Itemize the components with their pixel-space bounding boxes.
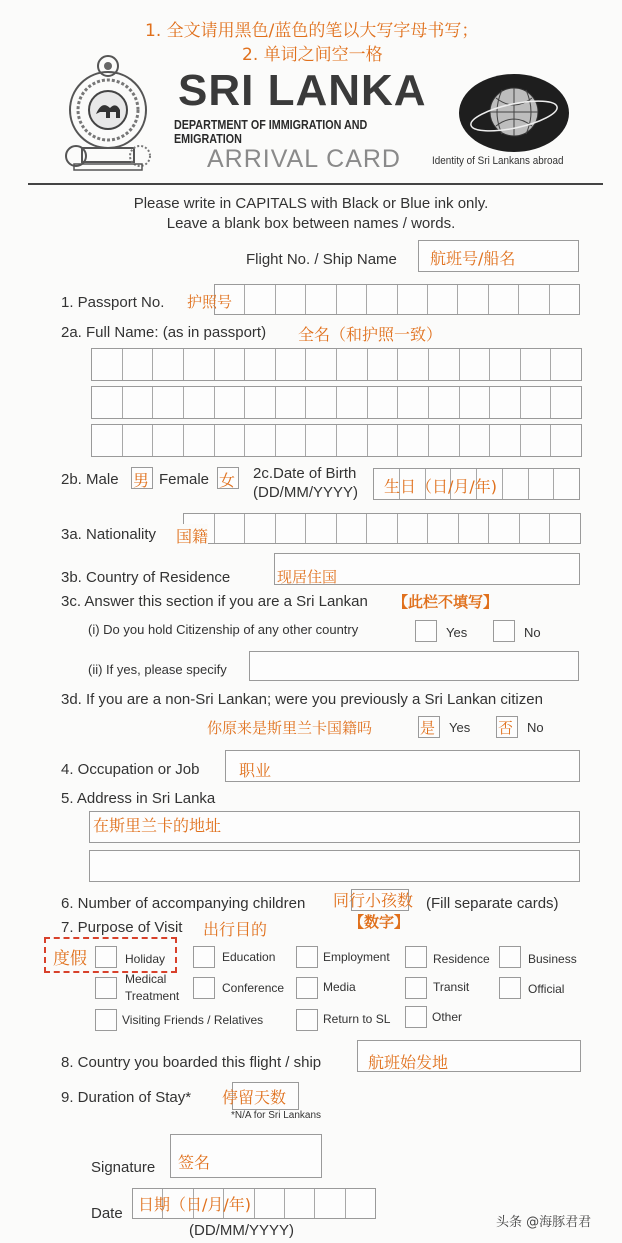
media-checkbox[interactable] [296,977,318,999]
logo-caption: Identity of Sri Lankans abroad [432,155,564,167]
residence-checkbox[interactable] [405,946,427,968]
other-citizenship-question: (i) Do you hold Citizenship of any other country [88,622,359,637]
sri-lankan-section-label: 3c. Answer this section if you are a Sri Lankan [61,593,368,610]
employment-label: Employment [323,950,390,964]
transit-checkbox[interactable] [405,977,427,999]
signature-note: 签名 [178,1153,211,1172]
occupation-label: 4. Occupation or Job [61,761,200,778]
dob-format: (DD/MM/YYYY) [253,484,358,501]
business-label: Business [528,952,577,966]
gender-label: 2b. Male [61,471,119,488]
education-checkbox[interactable] [193,946,215,968]
holiday-note: 度假 [53,949,87,969]
previous-citizen-note: 你原来是斯里兰卡国籍吗 [207,719,373,737]
other-citizenship-yes-label: Yes [446,625,468,640]
nationality-note: 国籍 [176,524,208,547]
yes-note: 是 [420,719,436,737]
flight-label: Flight No. / Ship Name [246,251,397,268]
date-format: (DD/MM/YYYY) [189,1222,294,1239]
flight-note: 航班号/船名 [430,249,516,268]
nationality-input[interactable] [183,513,581,544]
occupation-input[interactable] [225,750,580,782]
instruction-line-1: Please write in CAPITALS with Black or Blue ink only. [133,195,489,212]
other-label: Other [432,1010,463,1024]
full-name-row-1[interactable] [91,348,582,381]
business-checkbox[interactable] [499,946,521,968]
employment-checkbox[interactable] [296,946,318,968]
dob-note: 生日（日/月/年) [384,477,498,496]
boarded-label: 8. Country you boarded this flight / ship [61,1054,322,1071]
transit-label: Transit [433,980,470,994]
instruction-line-2: Leave a blank box between names / words. [166,215,456,232]
passport-label: 1. Passport No. [61,294,165,311]
visiting-friends-label: Visiting Friends / Relatives [122,1013,264,1027]
children-note-2: 【数字】 [349,913,410,931]
children-label: 6. Number of accompanying children [61,895,306,912]
medical-label: Medical [125,972,167,986]
address-note: 在斯里兰卡的地址 [93,816,222,835]
passport-note: 护照号 [187,293,233,311]
department-name: DEPARTMENT OF IMMIGRATION AND EMIGRATION [174,118,368,146]
full-name-row-2[interactable] [91,386,582,419]
no-note: 否 [498,719,514,737]
other-citizenship-yes-checkbox[interactable] [415,620,437,642]
residence-label: 3b. Country of Residence [61,569,231,586]
full-name-label: 2a. Full Name: (as in passport) [61,324,267,341]
previous-citizen-no-label: No [527,720,544,735]
residence-note: 现居住国 [277,568,338,586]
duration-footnote: *N/A for Sri Lankans [231,1110,322,1121]
conference-checkbox[interactable] [193,977,215,999]
return-to-sl-checkbox[interactable] [296,1009,318,1031]
other-checkbox[interactable] [405,1006,427,1028]
duration-label: 9. Duration of Stay* [61,1089,192,1106]
residence-purpose-label: Residence [433,952,490,966]
header-divider [28,183,603,185]
previous-citizen-label: 3d. If you are a non-Sri Lankan; were you previously a Sri Lankan citizen [61,691,543,708]
nationality-label: 3a. Nationality [61,526,157,543]
children-note: 同行小孩数 [333,891,414,910]
address-label: 5. Address in Sri Lanka [61,790,216,807]
male-note: 男 [133,471,150,490]
specify-citizenship-input[interactable] [249,651,579,681]
visiting-friends-checkbox[interactable] [95,1009,117,1031]
country-title: SRI LANKA [178,66,427,115]
immigration-globe-logo-icon [452,72,576,154]
female-label: Female [159,471,210,488]
official-label: Official [528,982,565,996]
address-line-2-input[interactable] [89,850,580,882]
previous-citizen-yes-label: Yes [449,720,471,735]
children-suffix: (Fill separate cards) [426,895,559,912]
official-checkbox[interactable] [499,977,521,999]
return-to-sl-label: Return to SL [323,1012,391,1026]
purpose-label: 7. Purpose of Visit [61,919,183,936]
medical-treatment-checkbox[interactable] [95,977,117,999]
other-citizenship-no-checkbox[interactable] [493,620,515,642]
date-note: 日期（日/月/年) [138,1195,252,1214]
other-citizenship-no-label: No [524,625,541,640]
education-label: Education [222,950,276,964]
media-label: Media [323,980,356,994]
passport-number-input[interactable] [214,284,580,315]
boarded-note: 航班始发地 [368,1053,449,1072]
annotation-instruction-1: 1. 全文请用黑色/蓝色的笔以大写字母书写； [145,21,479,41]
full-name-note: 全名（和护照一致） [298,325,443,344]
holiday-label: Holiday [125,952,166,966]
dob-label: 2c.Date of Birth [253,465,357,482]
sri-lanka-emblem-icon [62,52,154,172]
specify-citizenship-label: (ii) If yes, please specify [88,662,227,677]
full-name-row-3[interactable] [91,424,582,457]
conference-label: Conference [222,981,285,995]
holiday-checkbox[interactable] [95,946,117,968]
duration-note: 停留天数 [222,1088,287,1107]
form-title: ARRIVAL CARD [207,145,401,173]
annotation-instruction-2: 2. 单词之间空一格 [242,45,383,65]
date-label: Date [91,1205,123,1222]
occupation-note: 职业 [239,761,272,780]
treatment-label: Treatment [125,989,180,1003]
watermark: 头条 @海豚君君 [496,1215,592,1230]
signature-label: Signature [91,1159,156,1176]
female-note: 女 [219,471,236,490]
purpose-note: 出行目的 [203,920,268,939]
sri-lankan-section-note: 【此栏不填写】 [393,593,499,611]
